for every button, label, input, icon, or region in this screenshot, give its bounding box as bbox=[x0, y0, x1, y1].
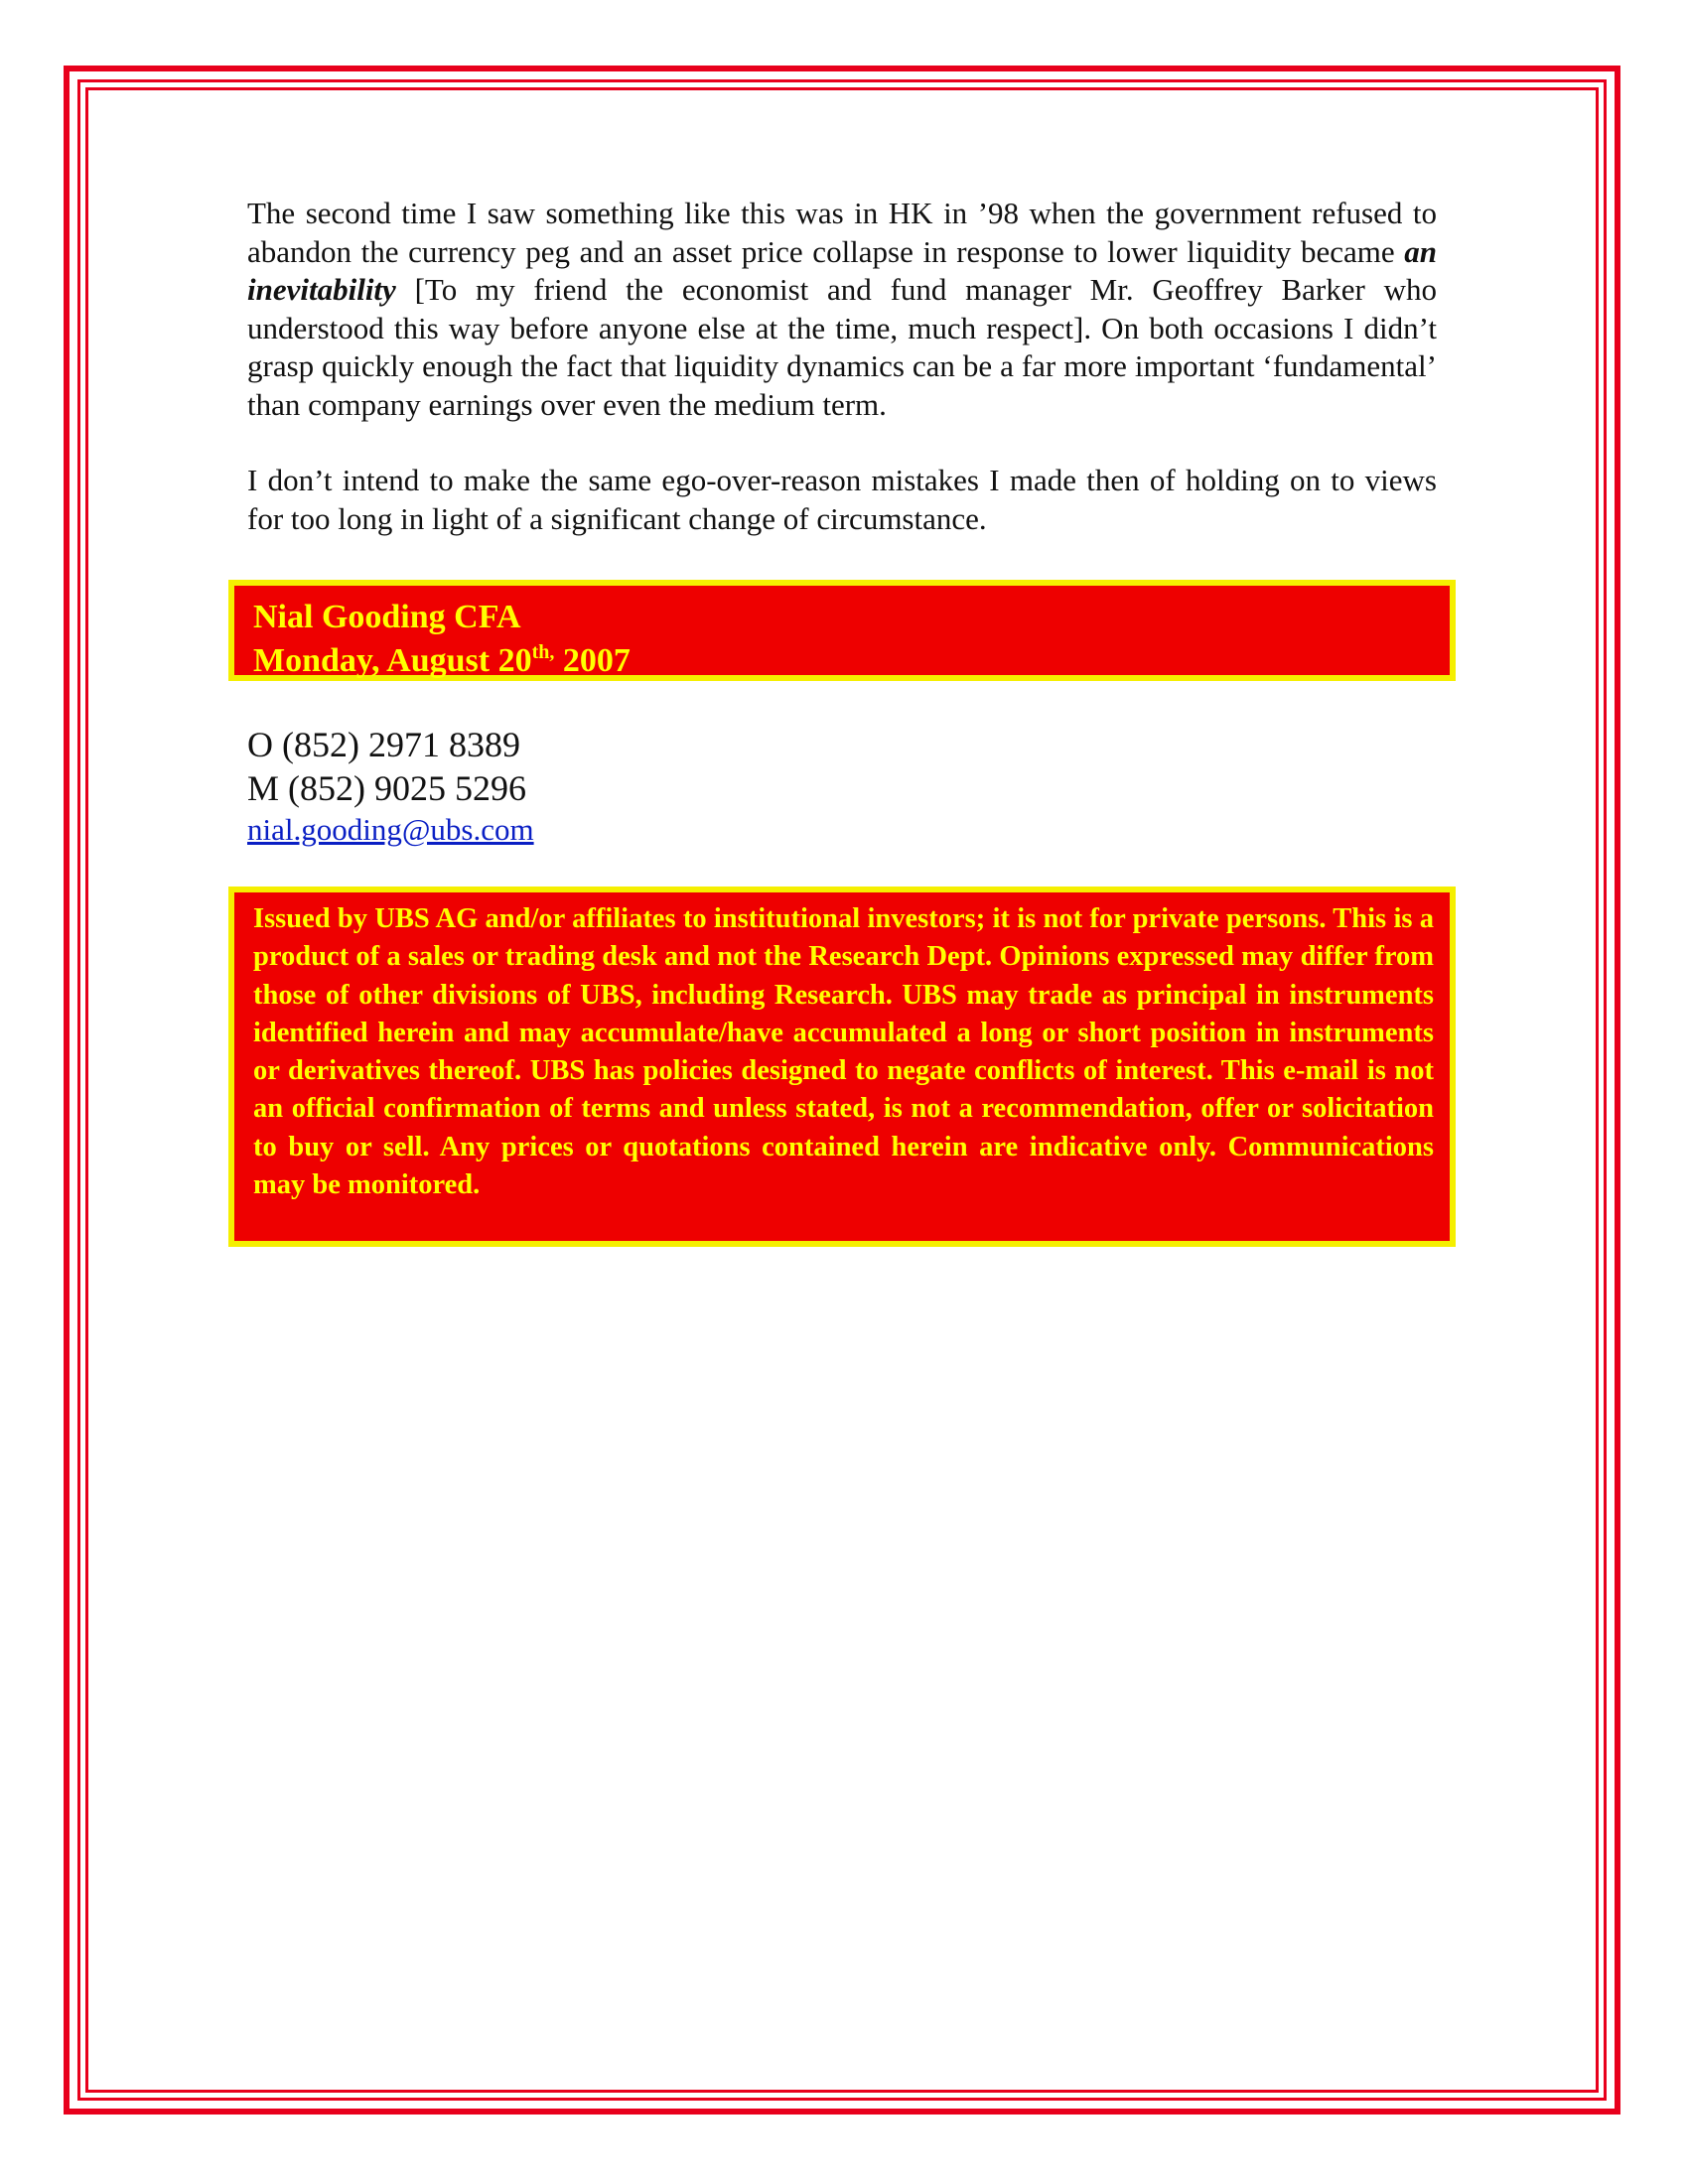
date-text: Monday, August 20 bbox=[253, 642, 532, 679]
date-ordinal-suffix: th, bbox=[531, 641, 555, 663]
paragraph-hk-1998 bbox=[247, 195, 1437, 424]
paragraph-1-text-end: [To my friend the economist and fund manager Mr. Geoffrey Barker who understood this way before anyone else at the time, much respect]. On both occasions I didn’t grasp quickly enough the fact that liquidity dynamics can be a far more important ‘fundamental’ than company earnings over even the medium term. bbox=[247, 272, 1437, 422]
mobile-phone: M (852) 9025 5296 bbox=[247, 768, 526, 808]
date-year: 2007 bbox=[554, 642, 631, 679]
body-text bbox=[247, 195, 1437, 538]
paragraph-1-text-start: The second time I saw something like this was in HK in ’98 when the government refused to abandon the currency peg and an asset price collapse in response to lower liquidity became bbox=[247, 196, 1437, 269]
emphasis-inevitability: an inevitability bbox=[247, 233, 1437, 307]
signature-box bbox=[228, 580, 1456, 681]
disclaimer-box bbox=[228, 887, 1456, 1247]
disclaimer-text: Issued by UBS AG and/or affiliates to institutional investors; it is not for private persons. This is a product of a sales or trading desk and not the Research Dept. Opinions expressed may differ from those of other divisions of UBS, including Research. UBS may trade as principal in instruments identified herein and may accumulate/have accumulated a long or short position in instruments or derivatives thereof. UBS has policies designed to negate conflicts of interest. This e-mail is not an official confirmation of terms and unless stated, is not a recommendation, offer or solicitation to buy or sell. Any prices or quotations contained herein are indicative only. Communications may be monitored. bbox=[253, 903, 1434, 1201]
author-name: Nial Gooding CFA bbox=[253, 599, 521, 635]
signature-date bbox=[253, 639, 1450, 683]
contact-block bbox=[247, 723, 534, 850]
email-link[interactable]: nial.gooding@ubs.com bbox=[247, 812, 534, 847]
office-phone: O (852) 2971 8389 bbox=[247, 725, 520, 764]
paragraph-ego-over-reason: I don’t intend to make the same ego-over-reason mistakes I made then of holding on to views for too long in light of a significant change of circumstance. bbox=[247, 463, 1437, 536]
